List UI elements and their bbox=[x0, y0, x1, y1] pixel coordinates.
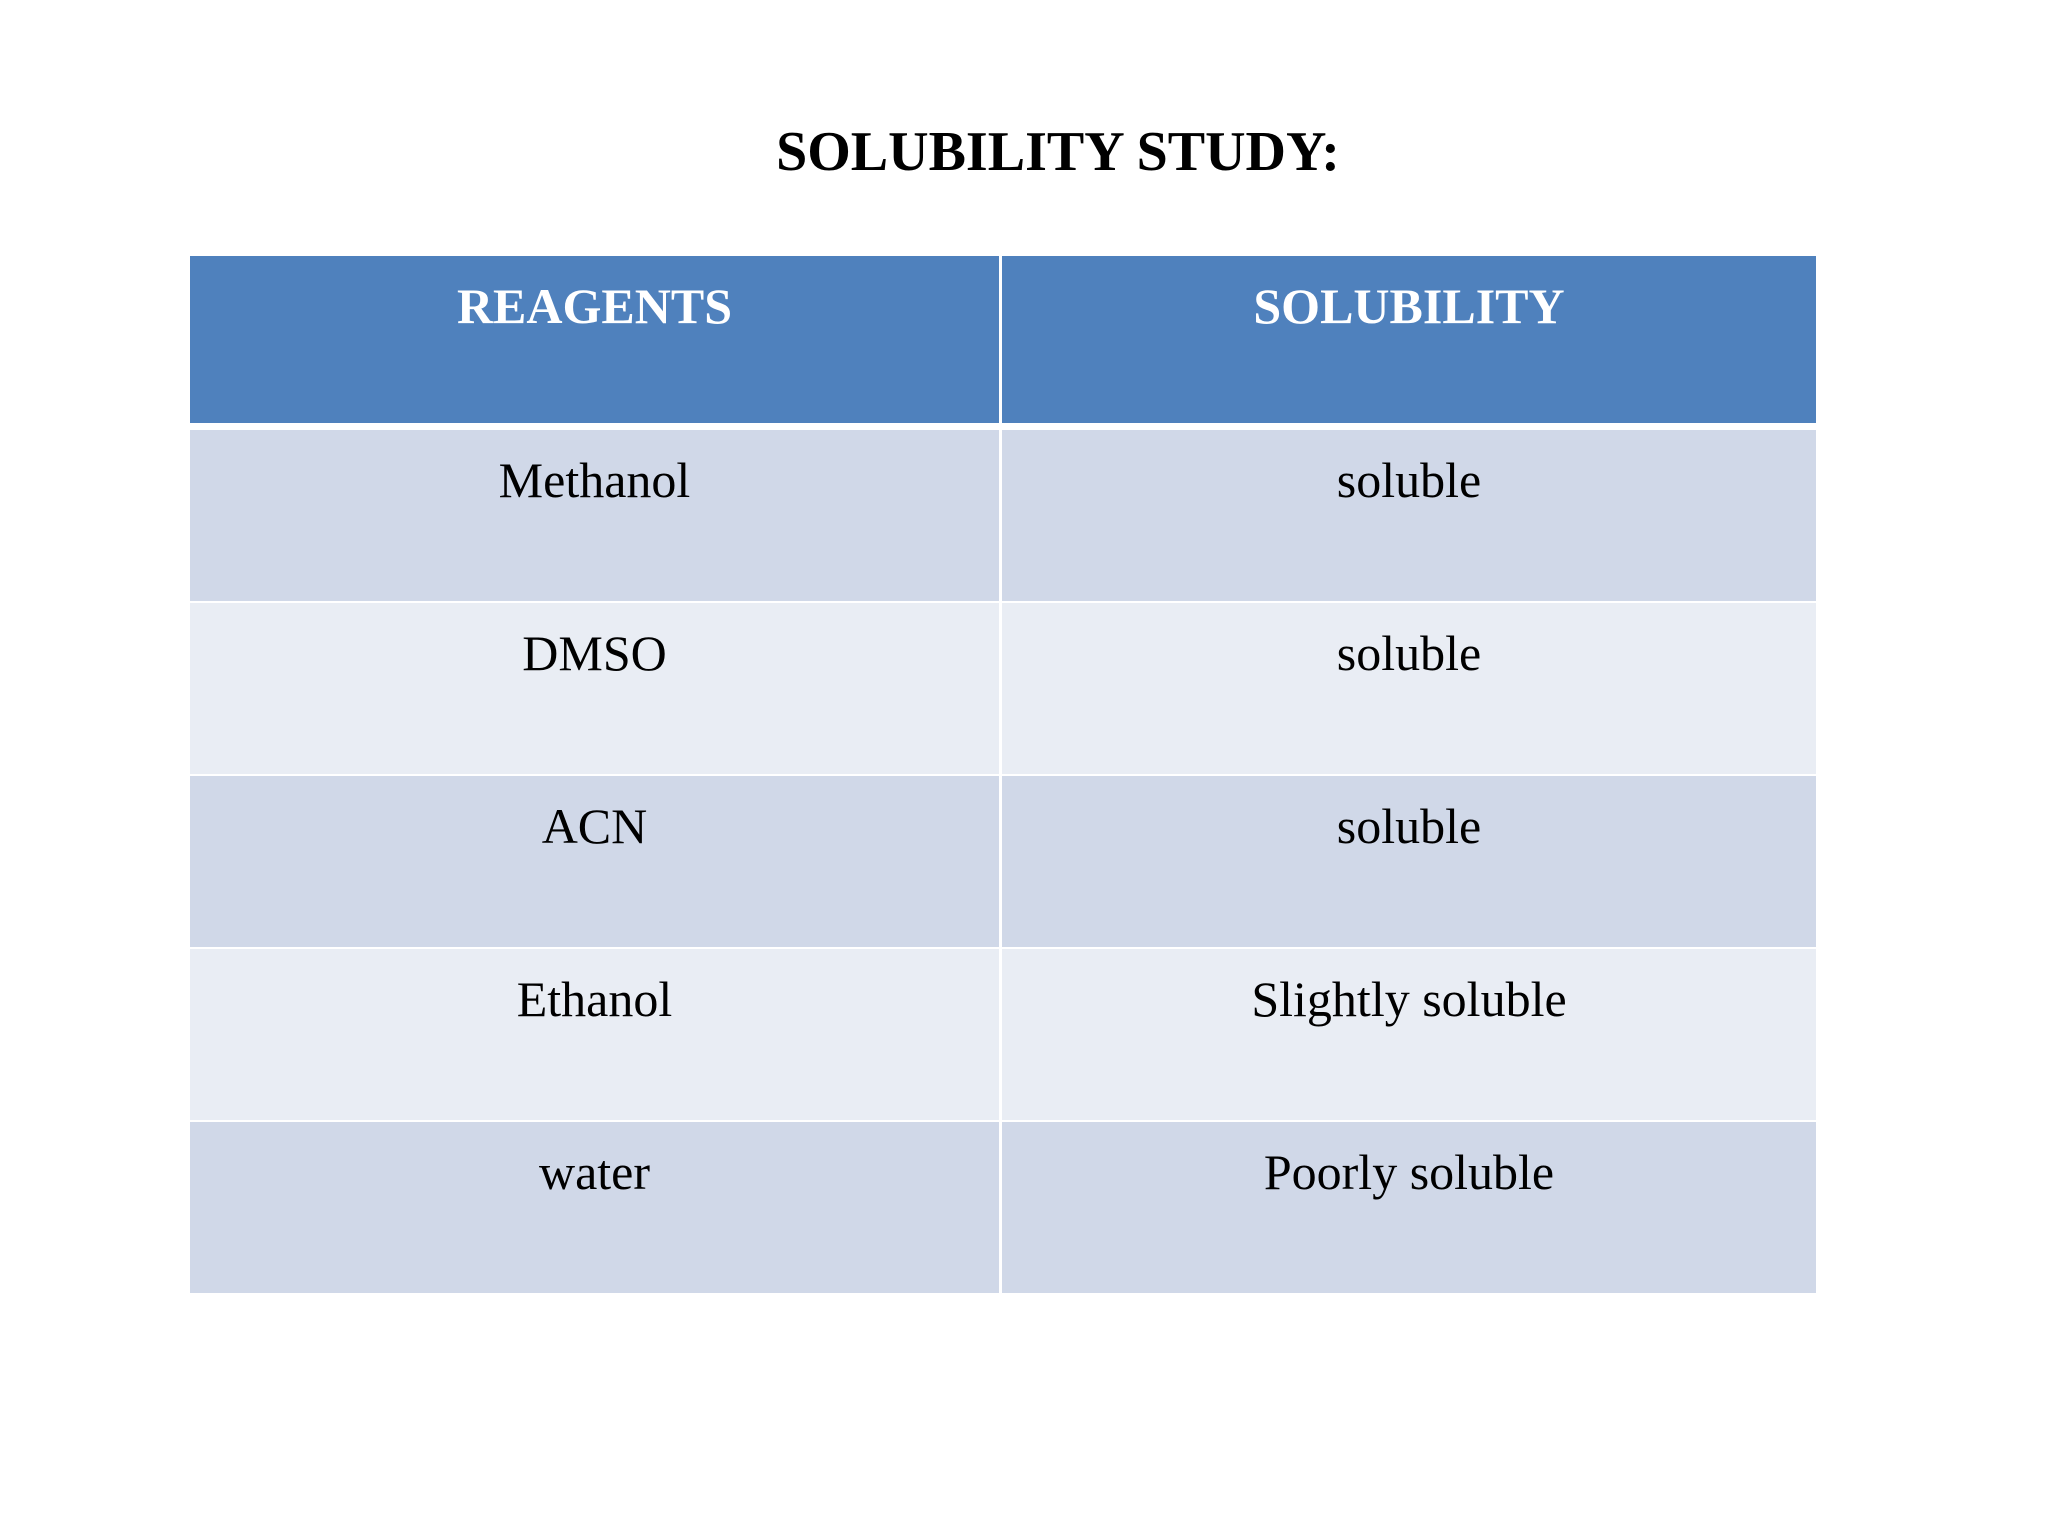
table-row bbox=[190, 1120, 1816, 1293]
solubility-cell: soluble bbox=[1002, 428, 1816, 601]
reagent-cell: water bbox=[190, 1120, 1002, 1293]
table-row bbox=[190, 601, 1816, 774]
solubility-cell: soluble bbox=[1002, 601, 1816, 774]
solubility-cell: Slightly soluble bbox=[1002, 947, 1816, 1120]
page-title: SOLUBILITY STUDY: bbox=[776, 121, 1340, 183]
table-row bbox=[190, 947, 1816, 1120]
reagent-cell: Ethanol bbox=[190, 947, 1002, 1120]
reagent-cell: DMSO bbox=[190, 601, 1002, 774]
solubility-table bbox=[190, 256, 1816, 1293]
solubility-cell: Poorly soluble bbox=[1002, 1120, 1816, 1293]
reagent-cell: ACN bbox=[190, 774, 1002, 947]
column-header-reagents: REAGENTS bbox=[190, 256, 1002, 428]
solubility-cell: soluble bbox=[1002, 774, 1816, 947]
reagent-cell: Methanol bbox=[190, 428, 1002, 601]
table-row bbox=[190, 428, 1816, 601]
table-row bbox=[190, 774, 1816, 947]
table-header-row bbox=[190, 256, 1816, 428]
column-header-solubility: SOLUBILITY bbox=[1002, 256, 1816, 428]
